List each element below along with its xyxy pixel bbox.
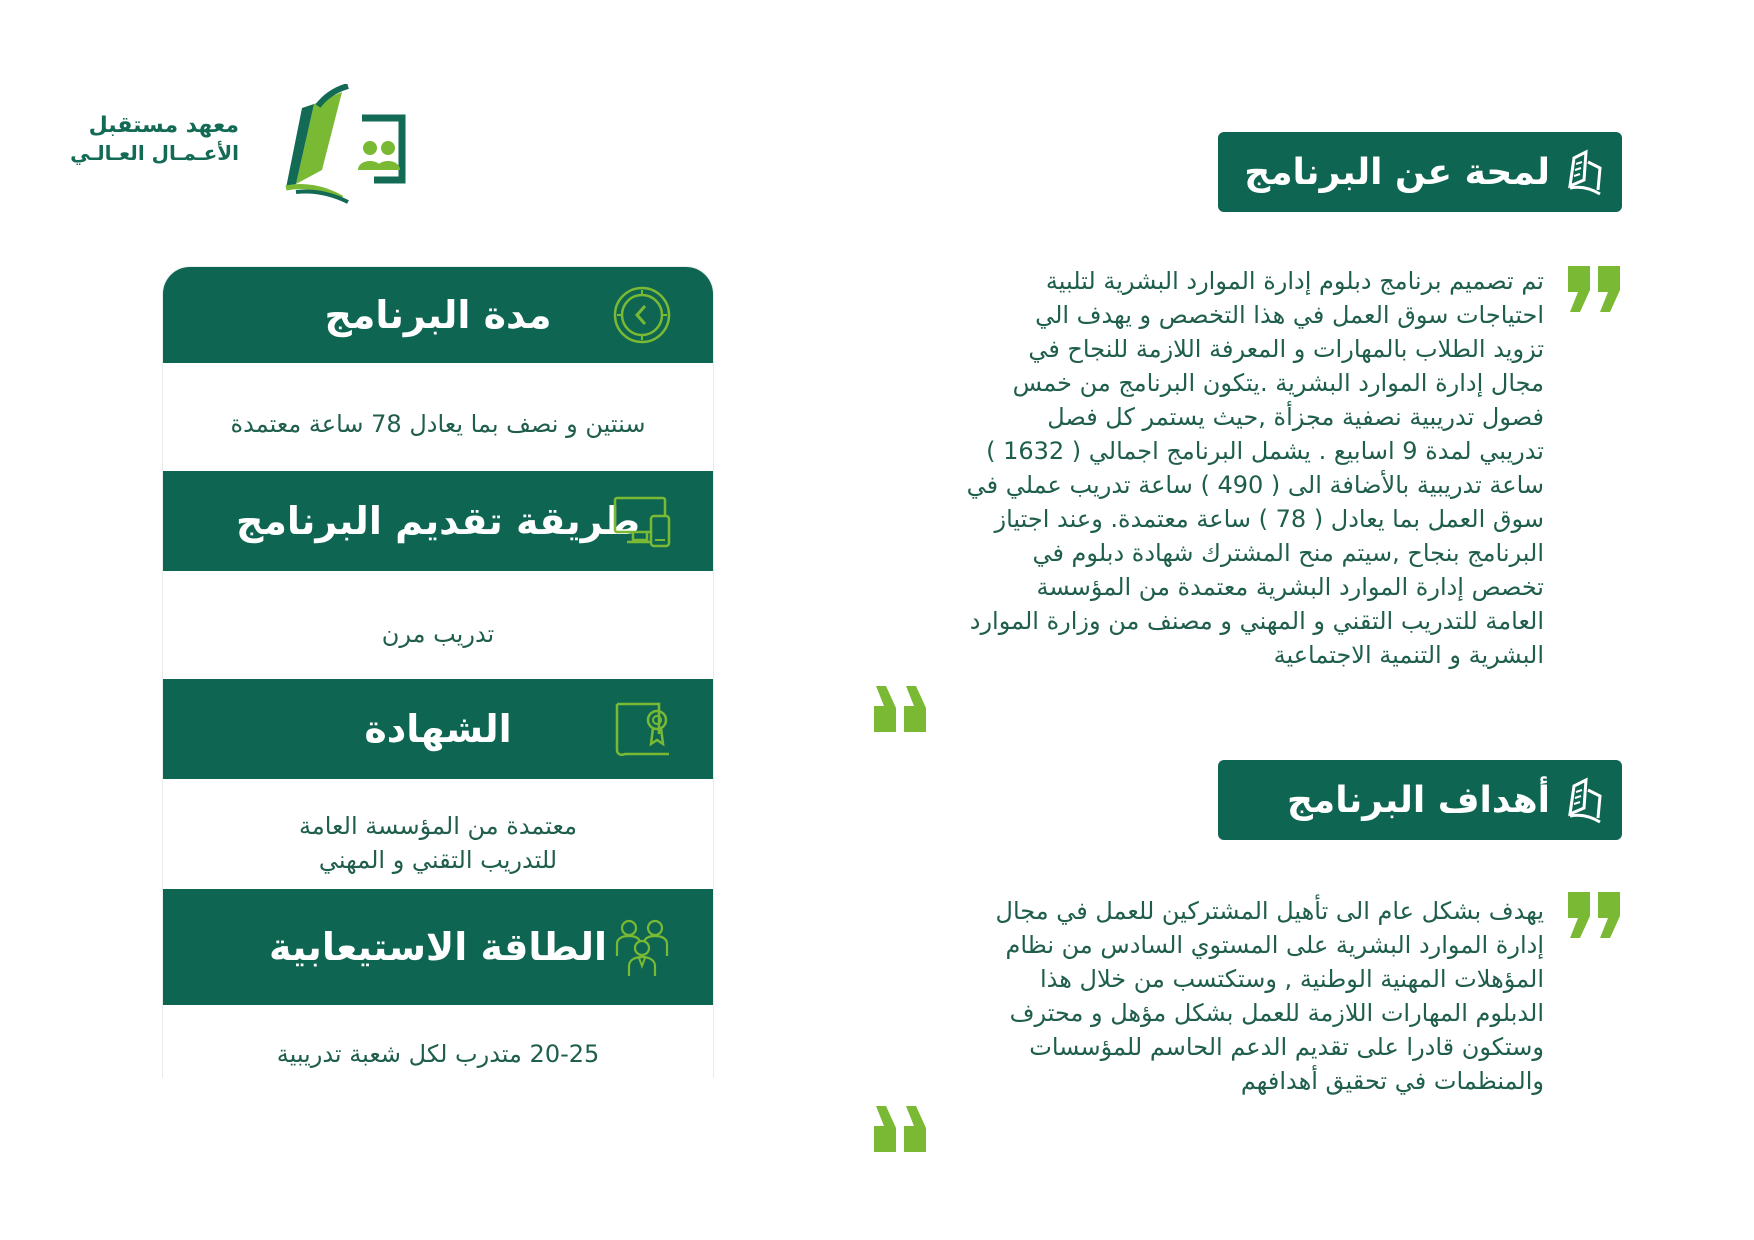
- text-line: يهدف بشكل عام الى تأهيل المشتركين للعمل في مجال: [995, 897, 1544, 925]
- certificate-value: [163, 809, 713, 877]
- duration-value: سنتين و نصف بما يعادل 78 ساعة معتمدة: [230, 410, 646, 438]
- certificate-band: [163, 679, 713, 779]
- overview-header: [1218, 132, 1622, 212]
- text-line: وستكون قادرا على تقديم الدعم الحاسم للمؤسسات: [1029, 1033, 1544, 1061]
- text-line: إدارة الموارد البشرية على المستوي السادس من نظام: [1005, 931, 1544, 959]
- certificate-title: الشهادة: [364, 707, 512, 751]
- quote-mark-icon: [1566, 266, 1622, 316]
- goals-header: [1218, 760, 1622, 840]
- capacity-value: 20-25 متدرب لكل شعبة تدريبية: [276, 1040, 600, 1068]
- certificate-value-line: للتدريب التقني و المهني: [318, 846, 558, 874]
- certificate-value-line: معتمدة من المؤسسة العامة: [299, 812, 577, 840]
- text-line: والمنظمات في تحقيق أهدافهم: [1240, 1067, 1544, 1095]
- logo-line-2: الأعـمـال العـالـي: [70, 141, 239, 165]
- clock-icon: [611, 284, 673, 346]
- devices-icon: [611, 490, 673, 552]
- quote-mark-icon: [872, 682, 928, 732]
- text-line: البشرية و التنمية الاجتماعية: [1273, 641, 1544, 669]
- text-line: البرنامج بنجاح ,سيتم منح المشترك شهادة دبلوم في: [1032, 539, 1544, 567]
- program-info-card: [162, 266, 714, 1078]
- delivery-value: تدريب مرن: [381, 620, 495, 648]
- text-line: المؤهلات المهنية الوطنية , وستكتسب من خلال هذا: [1039, 965, 1544, 993]
- logo-text: [70, 112, 239, 166]
- book-icon: [1564, 776, 1608, 824]
- delivery-title: طريقة تقديم البرنامج: [235, 499, 641, 543]
- text-line: احتياجات سوق العمل في هذا التخصص و يهدف الي: [1035, 301, 1544, 329]
- people-icon: [611, 916, 673, 978]
- goals-paragraph: [872, 894, 1544, 1098]
- text-line: تخصص إدارة الموارد البشرية معتمدة من المؤسسة: [1036, 573, 1544, 601]
- certificate-icon: [611, 698, 673, 760]
- text-line: تزويد الطلاب بالمهارات و المعرفة اللازمة للنجاح في: [1028, 335, 1544, 363]
- text-line: مجال إدارة الموارد البشرية .يتكون البرنامج من خمس: [1012, 369, 1544, 397]
- text-line: تم تصميم برنامج دبلوم إدارة الموارد البشرية لتلبية: [1045, 267, 1544, 295]
- capacity-band: [163, 889, 713, 1005]
- goals-title: أهداف البرنامج: [1286, 779, 1550, 821]
- duration-title: مدة البرنامج: [324, 293, 552, 337]
- text-line: ساعة تدريبية بالأضافة الى ( 490 ) ساعة تدريب عملي في: [966, 471, 1544, 499]
- quote-mark-icon: [872, 1102, 928, 1152]
- overview-paragraph: [872, 264, 1544, 672]
- text-line: سوق العمل بما يعادل ( 78 ) ساعة معتمدة. وعند اجتياز: [994, 505, 1544, 533]
- capacity-title: الطاقة الاستيعابية: [269, 925, 607, 969]
- institute-logo: [70, 84, 414, 204]
- logo-line-1: معهد مستقبل: [88, 113, 239, 138]
- quote-mark-icon: [1566, 892, 1622, 942]
- logo-mark-icon: [244, 84, 414, 204]
- delivery-band: [163, 471, 713, 571]
- text-line: الدبلوم المهارات اللازمة للعمل بشكل مؤهل و محترف: [1009, 999, 1544, 1027]
- book-icon: [1564, 148, 1608, 196]
- text-line: تدريبي لمدة 9 اسابيع . يشمل البرنامج اجمالي ( 1632 ): [986, 437, 1544, 465]
- text-line: فصول تدريبية نصفية مجزأة ,حيث يستمر كل فصل: [1047, 403, 1544, 431]
- duration-band: [163, 267, 713, 363]
- overview-title: لمحة عن البرنامج: [1244, 151, 1550, 193]
- text-line: العامة للتدريب التقني و المهني و مصنف من وزارة الموارد: [969, 607, 1544, 635]
